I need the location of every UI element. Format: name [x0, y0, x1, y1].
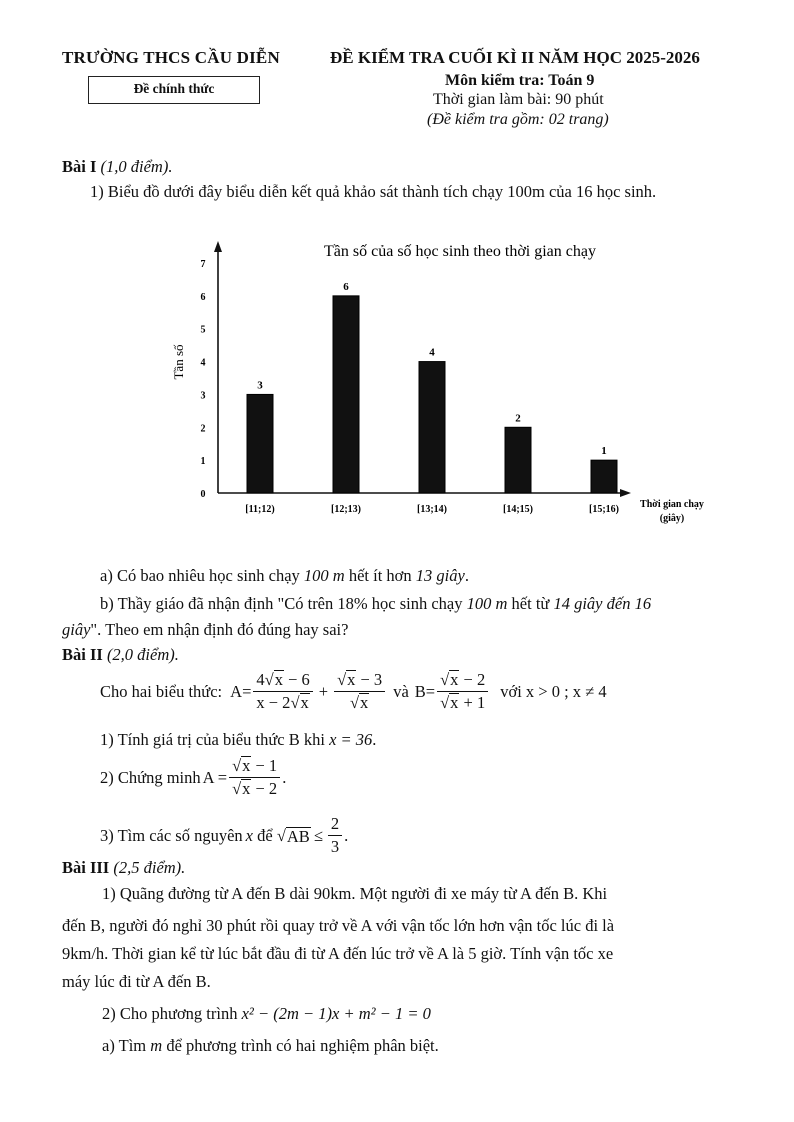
expr-plus: +	[318, 681, 329, 701]
frac2-den-rad: x	[360, 693, 369, 712]
bai2-question-3: 3) Tìm các số nguyên x để √ AB ≤ $\frac{2}{3}$ .	[100, 814, 349, 856]
p2a-pre: a) Tìm	[102, 1036, 151, 1055]
bai3-p1-line2: đến B, người đó nghỉ 30 phút rồi quay trở về A với vận tốc lớn hơn vận tốc lúc đi là	[62, 916, 615, 935]
bar-data-label: 3	[257, 379, 263, 392]
running-time-bar-chart	[150, 232, 730, 532]
expr-A-frac2: $\frac{√x - 3}{√x}$	[334, 670, 385, 713]
q2-frac: $\frac{√x - 1}{√x - 2}$	[229, 756, 280, 799]
q3-mid: để	[253, 825, 277, 845]
bai3-p2a	[102, 1036, 439, 1056]
bai2-expressions: Cho hai biểu thức: A = $\frac{4√x - 6}{x - 2√x}$ + $\frac{√x - 3}{√x}$ và B = $\frac{√x - 2}{√x + 1}$ với x > 0 ; x ≠ 4	[100, 670, 607, 712]
bai1-question-b-cont	[62, 620, 348, 640]
bai2-intro: Cho hai biểu thức:	[100, 681, 223, 701]
expr-B-lhs: B	[414, 681, 426, 701]
bai2-points: (2,0 điểm).	[106, 645, 179, 664]
q3-rad: AB	[286, 826, 310, 846]
qb-distance: 100 m	[466, 594, 508, 613]
bai3-p1-line1: 1) Quãng đường từ A đến B dài 90km. Một người đi xe máy từ A đến B. Khi	[102, 884, 608, 903]
exam-pages-note: (Đề kiểm tra gồm: 02 trang)	[427, 111, 609, 128]
bai3-heading	[62, 858, 185, 878]
y-tick-label: 6	[200, 291, 206, 303]
q2-num-post: − 1	[251, 756, 278, 775]
expr-B-frac: $\frac{√x - 2}{√x + 1}$	[437, 670, 488, 713]
qa-mid: hết ít hơn	[344, 566, 416, 585]
bai1-title: Bài I	[62, 157, 97, 176]
bar-data-label: 6	[343, 280, 349, 293]
bai3-points: (2,5 điểm).	[113, 858, 186, 877]
frac1-num-post: − 6	[283, 670, 310, 689]
bai2-title: Bài II	[62, 645, 103, 664]
bai3-p1-line4: máy lúc đi từ A đến B.	[62, 972, 211, 991]
y-axis-label: Tần số	[171, 344, 186, 380]
q3-frac	[328, 814, 342, 857]
q3-den: 3	[330, 837, 340, 856]
q2-den-rad: x	[242, 779, 251, 798]
frac1-den-pre: x − 2	[256, 693, 291, 712]
school-name: TRƯỜNG THCS CẦU DIỄN	[62, 48, 280, 67]
qb-prefix: b) Thầy giáo đã nhận định "Có trên 18% học sinh chạy	[100, 594, 467, 613]
bai1-points: (1,0 điểm).	[100, 157, 173, 176]
bai1-intro: 1) Biểu đồ dưới đây biểu diễn kết quả khảo sát thành tích chạy 100m của 16 học sinh.	[90, 182, 657, 201]
bai2-question-2	[100, 756, 286, 799]
p2-text: 2) Cho phương trình	[102, 1004, 242, 1023]
bar	[247, 394, 273, 493]
y-axis-arrow	[214, 241, 222, 252]
frac3-num-post: − 2	[459, 670, 486, 689]
qb-to: đến 16	[602, 594, 652, 613]
bar-data-label: 1	[601, 445, 607, 458]
y-tick-label: 4	[200, 357, 206, 369]
frac2-num-post: − 3	[356, 670, 383, 689]
x-axis-arrow	[620, 489, 631, 497]
q1-text: 1) Tính giá trị của biểu thức B khi	[100, 730, 330, 749]
bai1-question-a	[100, 566, 469, 586]
expr-and: và	[393, 681, 409, 701]
frac3-den-rad: x	[450, 693, 459, 712]
y-tick-label: 3	[200, 390, 206, 402]
y-tick-label: 2	[200, 423, 206, 435]
bai1-question-b	[100, 594, 651, 614]
y-tick-label: 1	[200, 456, 206, 468]
q3-end: .	[344, 825, 349, 845]
expr-A-lhs: A	[230, 681, 243, 701]
p2a-m: m	[150, 1036, 163, 1055]
qa-time: 13 giây	[415, 566, 465, 585]
q3-x: x	[245, 825, 253, 845]
frac1-num-rad: x	[274, 670, 283, 689]
q1-end: .	[372, 730, 377, 749]
q2-text: 2) Chứng minh	[100, 767, 201, 787]
x-tick-label: [12;13)	[331, 504, 361, 515]
bai2-question-1	[100, 730, 376, 750]
p2a-post: để phương trình có hai nghiệm phân biệt.	[162, 1036, 439, 1055]
frac1-num-pre: 4	[256, 670, 265, 689]
exam-subject: Môn kiểm tra: Toán 9	[445, 72, 595, 89]
official-label-box: Đề chính thức	[88, 76, 260, 104]
x-tick-label: [13;14)	[417, 504, 447, 515]
exam-duration: Thời gian làm bài: 90 phút	[433, 91, 604, 108]
frac3-den-post: + 1	[459, 693, 486, 712]
x-tick-label: [14;15)	[503, 504, 533, 515]
q2-num-rad: x	[242, 756, 251, 775]
qb-line2-rest: ". Theo em nhận định đó đúng hay sai?	[90, 620, 349, 639]
q3-num: 2	[328, 814, 342, 836]
frac1-den-rad: x	[300, 693, 309, 712]
bai3-p1-line3: 9km/h. Thời gian kể từ lúc bắt đầu đi từ A đến lúc trở về A là 5 giờ. Tính vận tốc xe	[62, 944, 614, 963]
bar-data-label: 2	[515, 412, 521, 425]
bai3-p2	[102, 1004, 431, 1024]
x-tick-label: [15;16)	[589, 504, 619, 515]
qb-mid: hết từ	[507, 594, 554, 613]
expr-condition: với x > 0 ; x ≠ 4	[500, 681, 607, 701]
bai2-heading	[62, 645, 179, 665]
bai3-title: Bài III	[62, 858, 110, 877]
p2-equation: x² − (2m − 1)x + m² − 1 = 0	[241, 1004, 431, 1023]
x-axis-label-line2: (giây)	[659, 513, 685, 524]
frac3-num-rad: x	[450, 670, 459, 689]
y-tick-label: 0	[200, 489, 206, 500]
expr-A-frac1: $\frac{4√x - 6}{x - 2√x}$	[253, 670, 312, 713]
bar	[333, 296, 359, 493]
q3-text: 3) Tìm các số nguyên	[100, 825, 243, 845]
q2-den-post: − 2	[251, 779, 278, 798]
q3-le: ≤	[313, 825, 323, 845]
y-tick-label: 7	[200, 259, 206, 270]
bar	[419, 362, 445, 493]
qb-from: 14 giây	[553, 594, 603, 613]
bar-data-label: 4	[429, 346, 435, 359]
qb-line2-word: giây	[62, 620, 91, 639]
exam-title: ĐỀ KIỂM TRA CUỐI KÌ II NĂM HỌC 2025-2026	[330, 48, 700, 67]
qa-prefix: a) Có bao nhiêu học sinh chạy	[100, 566, 304, 585]
bar	[591, 460, 617, 493]
bai1-heading	[62, 157, 172, 177]
q2-end: .	[282, 767, 287, 787]
bar	[505, 427, 531, 493]
frac2-num-rad: x	[347, 670, 356, 689]
q1-math: x = 36	[329, 730, 373, 749]
qa-end: .	[464, 566, 469, 585]
chart-title: Tần số của số học sinh theo thời gian chạy	[324, 243, 596, 260]
q2-lhs: A =	[202, 767, 228, 787]
x-tick-label: [11;12)	[245, 504, 275, 515]
y-tick-label: 5	[200, 324, 206, 336]
qa-distance: 100 m	[303, 566, 345, 585]
x-axis-label-line1: Thời gian chạy	[640, 499, 704, 510]
